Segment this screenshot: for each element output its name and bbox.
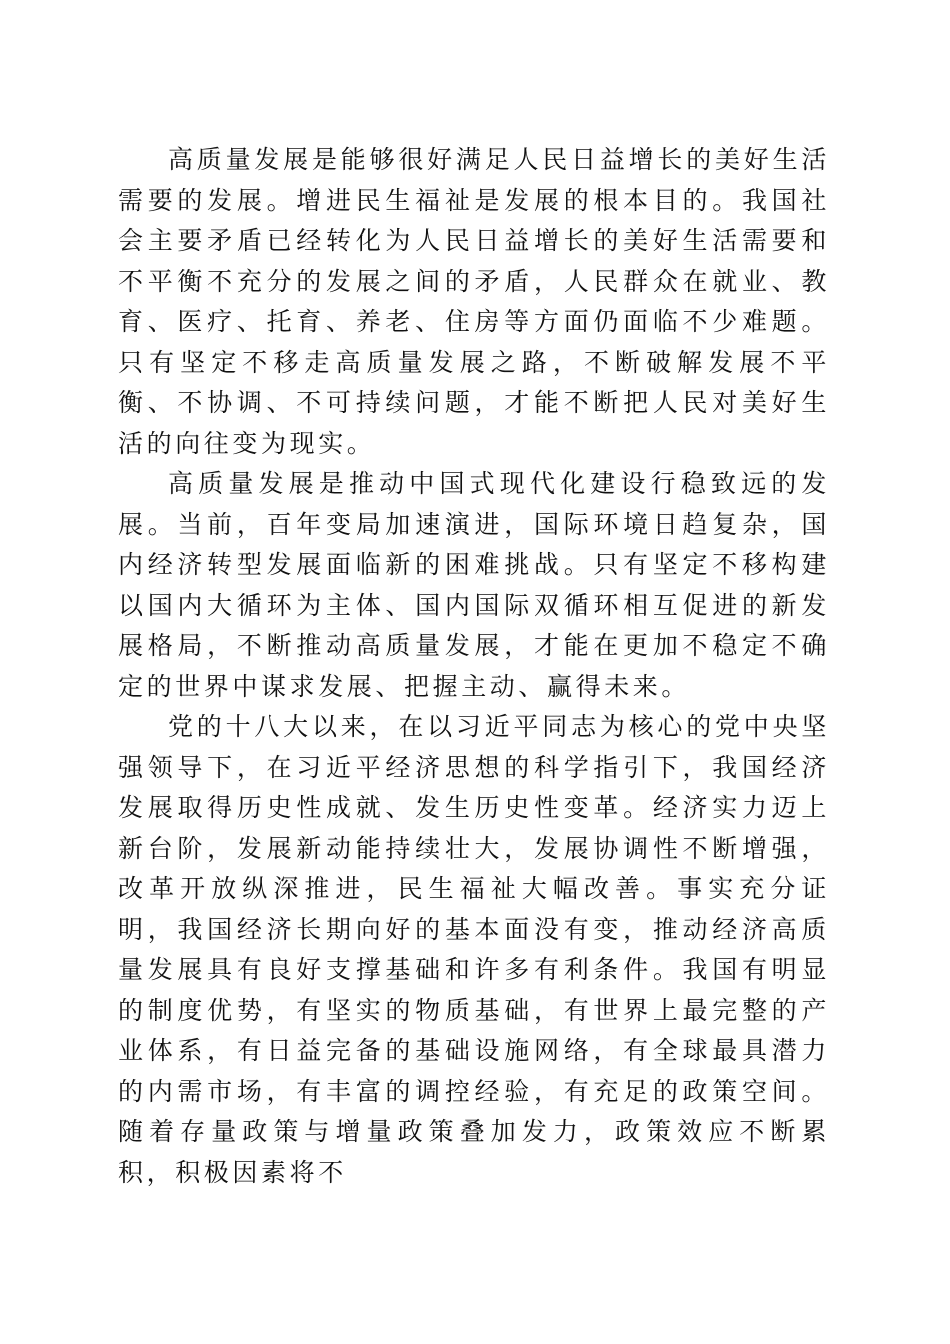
- paragraph-3: 党的十八大以来，在以习近平同志为核心的党中央坚强领导下，在习近平经济思想的科学指引下，我国经济发展取得历史性成就、发生历史性变革。经济实力迈上新台阶，发展新动能持续壮大，发展协调性不断增强，改革开放纵深推进，民生福祉大幅改善。事实充分证明，我国经济长期向好的基本面没有变，推动经济高质量发展具有良好支撑基础和许多有利条件。我国有明显的制度优势，有坚实的物质基础，有世界上最完整的产业体系，有日益完备的基础设施网络，有全球最具潜力的内需市场，有丰富的调控经验，有充足的政策空间。随着存量政策与增量政策叠加发力，政策效应不断累积，积极因素将不: [118, 712, 830, 1187]
- paragraph-2: 高质量发展是推动中国式现代化建设行稳致远的发展。当前，百年变局加速演进，国际环境日趋复杂，国内经济转型发展面临新的困难挑战。只有坚定不移构建以国内大循环为主体、国内国际双循环相互促进的新发展格局，不断推动高质量发展，才能在更加不稳定不确定的世界中谋求发展、把握主动、赢得未来。: [118, 469, 830, 701]
- paragraph-1: 高质量发展是能够很好满足人民日益增长的美好生活需要的发展。增进民生福祉是发展的根本目的。我国社会主要矛盾已经转化为人民日益增长的美好生活需要和不平衡不充分的发展之间的矛盾，人民群众在就业、教育、医疗、托育、养老、住房等方面仍面临不少难题。只有坚定不移走高质量发展之路，不断破解发展不平衡、不协调、不可持续问题，才能不断把人民对美好生活的向往变为现实。: [118, 145, 830, 458]
- document-page: [118, 140, 830, 1193]
